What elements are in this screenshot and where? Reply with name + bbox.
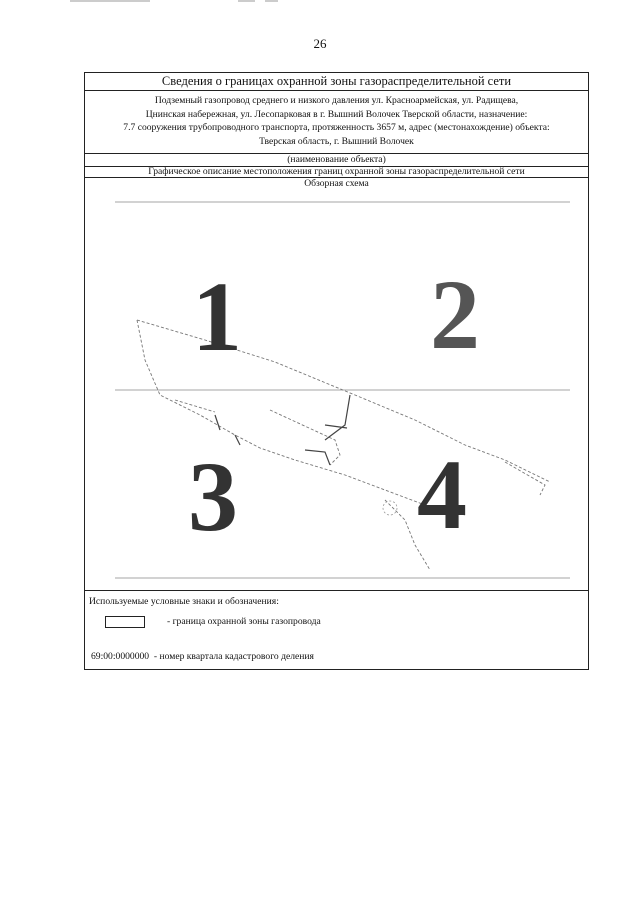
overview-scheme-map bbox=[85, 190, 590, 590]
object-description-line: Подземный газопровод среднего и низкого давления ул. Красноармейская, ул. Радищева, bbox=[154, 95, 519, 106]
sheet-number-2: 2 bbox=[430, 259, 480, 370]
legend-item-text: - номер квартала кадастрового деления bbox=[153, 651, 314, 662]
cadastral-number-symbol: 69:00:0000000 bbox=[91, 651, 150, 662]
scheme-drawing bbox=[85, 190, 590, 590]
object-caption: (наименование объекта) bbox=[287, 154, 386, 165]
legend-title: Используемые условные знаки и обозначения: bbox=[89, 596, 279, 607]
object-description-line: 7.7 сооружения трубопроводного транспорта, протяженность 3657 м, адрес (местонахождение) объекта: bbox=[123, 122, 550, 134]
form-title: Сведения о границах охранной зоны газораспределительной сети bbox=[161, 74, 512, 88]
sheet-number-3: 3 bbox=[188, 441, 238, 552]
sheet-number-1: 1 bbox=[192, 261, 242, 372]
zone-info-form bbox=[84, 72, 589, 670]
sheet-number-4: 4 bbox=[417, 439, 467, 550]
legend-item-zone-boundary bbox=[105, 616, 321, 628]
scan-edge-marks bbox=[0, 0, 640, 6]
divider bbox=[85, 90, 588, 91]
map-marker-circle bbox=[383, 501, 397, 515]
overview-scheme-title: Обзорная схема bbox=[304, 178, 369, 189]
legend-item-cadastral-quarter bbox=[91, 651, 314, 663]
page-number: 26 bbox=[313, 36, 327, 51]
divider bbox=[85, 590, 588, 591]
object-description-line: Тверская область, г. Вышний Волочек bbox=[259, 135, 414, 147]
object-description bbox=[89, 94, 584, 148]
zone-boundary-symbol bbox=[105, 616, 145, 628]
graphic-description-title: Графическое описание местоположения границ охранной зоны газораспределительной сети bbox=[148, 166, 525, 177]
object-description-line: Цнинская набережная, ул. Лесопарковая в г. Вышний Волочек Тверской области, назначение: bbox=[145, 108, 528, 120]
legend-item-text: - граница охранной зоны газопровода bbox=[167, 616, 321, 628]
